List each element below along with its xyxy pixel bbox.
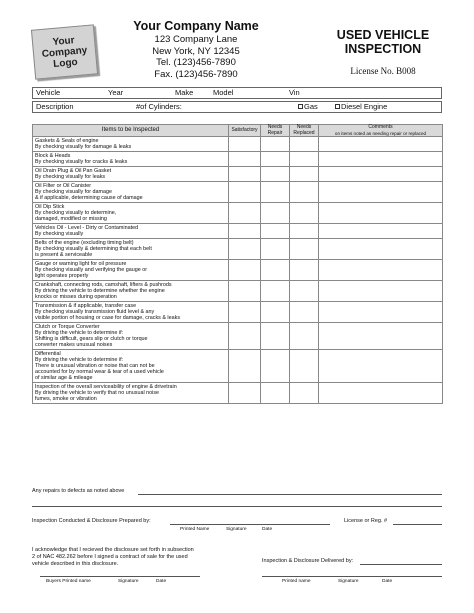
needs-repair-cell[interactable] [261, 167, 290, 182]
diesel-label: Diesel Engine [341, 102, 388, 111]
item-text: By driving the vehicle to determine whether the engine [35, 288, 165, 294]
comments-title: Comments [368, 124, 393, 130]
company-tel: Tel. (123)456-7890 [156, 57, 236, 68]
year-field[interactable]: Year [108, 88, 124, 97]
table-row [33, 239, 443, 260]
table-row [33, 152, 443, 167]
needs-repair-cell[interactable] [261, 323, 290, 350]
inspection-item [33, 302, 229, 323]
satisfactory-cell[interactable] [229, 167, 261, 182]
needs-repair-cell[interactable] [261, 302, 290, 323]
buyers-printed-name-caption: Buyers Printed name [46, 579, 91, 584]
printed-name2-caption: Printed name [282, 579, 311, 584]
needs-repair-cell[interactable] [261, 224, 290, 239]
item-text: By checking visually for cracks & leaks [35, 159, 128, 165]
item-text: By checking visually and verifying the gauge or [35, 267, 148, 273]
satisfactory-cell[interactable] [229, 281, 261, 302]
table-row [33, 350, 443, 383]
item-text: accounted for by normal wear & tear of a used vehicle [35, 369, 164, 375]
item-text: Oil Dip Stick [35, 204, 65, 210]
item-text: Block & Heads [35, 153, 71, 159]
gas-option[interactable] [298, 102, 318, 112]
item-text: There is unusual vibration or noise that can not be [35, 363, 155, 369]
document-title [318, 28, 448, 56]
vehicle-field[interactable]: Vehicle [36, 88, 61, 97]
company-logo [31, 24, 98, 79]
repairs-line[interactable] [138, 494, 442, 495]
item-text: Oil Filter or Oil Canister [35, 183, 92, 189]
needs-replaced-cell[interactable] [290, 203, 319, 224]
inspection-item [33, 203, 229, 224]
header-item: Items to be Inspected [33, 125, 229, 137]
needs-repair-cell[interactable] [261, 182, 290, 203]
item-text: knocks or misses during operation [35, 294, 117, 300]
logo-line: Logo [52, 56, 79, 70]
header-needs-replaced: Needs Replaced [290, 125, 319, 137]
delivered-date-caption: Date [382, 579, 393, 584]
item-text: Transmission & if applicable, transfer case [35, 303, 137, 309]
table-row [33, 302, 443, 323]
make-field[interactable]: Make [175, 88, 194, 97]
item-text: of similar age & mileage [35, 375, 93, 381]
item-text: By checking visually to determine, [35, 210, 117, 216]
satisfactory-cell[interactable] [229, 203, 261, 224]
buyer-signature-caption: Signature [118, 579, 139, 584]
date-caption: Date [262, 527, 273, 532]
printed-name-caption: Printed Name [180, 527, 210, 532]
license-reg-label: License or Reg. # [344, 518, 388, 524]
needs-repair-cell[interactable] [261, 152, 290, 167]
satisfactory-cell[interactable] [229, 239, 261, 260]
needs-replaced-cell[interactable] [290, 350, 319, 383]
needs-replaced-cell[interactable] [290, 260, 319, 281]
comments-cell[interactable] [319, 281, 443, 302]
diesel-option[interactable] [335, 102, 388, 112]
item-text: Gaskets & Seals of engine [35, 138, 99, 144]
item-text: Oil Drain Plug & Oil Pan Gasket [35, 168, 112, 174]
item-text: By checking visually [35, 231, 84, 237]
logo-line: Your [52, 34, 75, 48]
needs-replaced-cell[interactable] [290, 383, 319, 404]
item-text: Crankshaft, connecting rods, camshaft, lifters & pushrods [35, 282, 172, 288]
delivered-label: Inspection & Disclosure Delivered by: [262, 558, 354, 564]
conducted-signature-line[interactable] [170, 524, 330, 525]
header-satisfactory: Satisfactory [229, 125, 261, 137]
item-text: By checking visually for damage & leaks [35, 144, 132, 150]
satisfactory-cell[interactable] [229, 323, 261, 350]
inspection-item [33, 224, 229, 239]
item-text: light operates properly [35, 273, 89, 279]
needs-repair-cell[interactable] [261, 203, 290, 224]
item-text: damaged, modified or missing [35, 216, 107, 222]
table-row [33, 203, 443, 224]
delivered-signature-caption: Signature [338, 579, 359, 584]
inspection-item [33, 323, 229, 350]
inspection-item [33, 281, 229, 302]
comments-cell[interactable] [319, 167, 443, 182]
description-row [32, 101, 442, 113]
needs-replaced-cell[interactable] [290, 302, 319, 323]
comments-cell[interactable] [319, 302, 443, 323]
needs-repair-cell[interactable] [261, 239, 290, 260]
buyer-date-caption: Date [156, 579, 167, 584]
comments-subtitle: on items noted as needing repair or replaced [334, 130, 427, 136]
repairs-line-2[interactable] [32, 506, 442, 507]
table-header-row [33, 125, 443, 137]
satisfactory-cell[interactable] [229, 260, 261, 281]
repairs-label: Any repairs to defects as noted above [32, 488, 125, 494]
item-text: By checking visually for damage [35, 189, 113, 195]
inspection-item [33, 167, 229, 182]
item-text: By checking visually for leaks [35, 174, 106, 180]
company-fax: Fax. (123)456-7890 [154, 68, 238, 80]
satisfactory-cell[interactable] [229, 137, 261, 152]
comments-cell[interactable] [319, 383, 443, 404]
satisfactory-cell[interactable] [229, 302, 261, 323]
license-number: License No. B008 [350, 66, 416, 76]
item-text: Inspection of the overall serviceability of engine & drivetrain [35, 384, 177, 390]
item-text: Vehicles Oil - Level - Dirty or Contaminated [35, 225, 139, 231]
satisfactory-cell[interactable] [229, 383, 261, 404]
needs-replaced-cell[interactable] [290, 152, 319, 167]
table-row [33, 182, 443, 203]
description-field[interactable]: Description [36, 102, 74, 111]
model-field[interactable]: Model [213, 88, 234, 97]
inspection-item [33, 260, 229, 281]
needs-repair-cell[interactable] [261, 281, 290, 302]
gas-checkbox[interactable] [298, 104, 303, 109]
comments-cell[interactable] [319, 203, 443, 224]
table-row [33, 137, 443, 152]
needs-replaced-cell[interactable] [290, 239, 319, 260]
company-name: Your Company Name [133, 19, 259, 33]
needs-replaced-cell[interactable] [290, 182, 319, 203]
comments-cell[interactable] [319, 260, 443, 281]
title-line2: INSPECTION [344, 42, 422, 56]
needs-replaced-cell[interactable] [290, 137, 319, 152]
needs-replaced-cell[interactable] [290, 167, 319, 182]
inspection-item [33, 239, 229, 260]
license-reg-line[interactable] [393, 524, 442, 525]
item-text: is present & serviceable [35, 252, 93, 258]
needs-repair-cell[interactable] [261, 137, 290, 152]
comments-cell[interactable] [319, 350, 443, 383]
inspection-item [33, 383, 229, 404]
signature-caption: Signature [226, 527, 247, 532]
item-text: visible portion of housing or case for damage, cracks & leaks [35, 315, 181, 321]
item-text: Shifting is difficult, gears slip or clutch or torque [35, 336, 148, 342]
comments-cell[interactable] [319, 224, 443, 239]
gas-label: Gas [304, 102, 318, 111]
diesel-checkbox[interactable] [335, 104, 340, 109]
table-row [33, 281, 443, 302]
table-row [33, 260, 443, 281]
comments-cell[interactable] [319, 239, 443, 260]
conducted-label: Inspection Conducted & Disclosure Prepared by: [32, 518, 151, 524]
satisfactory-cell[interactable] [229, 182, 261, 203]
table-row [33, 167, 443, 182]
comments-cell[interactable] [319, 137, 443, 152]
acknowledge-line: I acknowledge that I recieved the disclosure set forth in subsection [32, 547, 194, 553]
satisfactory-cell[interactable] [229, 350, 261, 383]
satisfactory-cell[interactable] [229, 152, 261, 167]
company-address2: New York, NY 12345 [152, 45, 240, 57]
delivered-signature-line[interactable] [262, 576, 442, 577]
vin-field[interactable]: Vin [289, 88, 300, 97]
needs-replaced-cell[interactable] [290, 224, 319, 239]
header-needs-repair: Needs Repair [261, 125, 290, 137]
acknowledge-line: 2 of NAC 482.262 before I signed a contract of sale for the used [32, 554, 188, 560]
needs-repair-cell[interactable] [261, 260, 290, 281]
inspection-item [33, 350, 229, 383]
item-text: By driving the vehicle to determine if: [35, 330, 124, 336]
satisfactory-cell[interactable] [229, 224, 261, 239]
item-text: Gauge or warning light for oil pressure [35, 261, 127, 267]
needs-replaced-cell[interactable] [290, 323, 319, 350]
comments-cell[interactable] [319, 152, 443, 167]
company-info [111, 19, 281, 80]
table-row [33, 323, 443, 350]
vehicle-info-row [32, 87, 442, 99]
item-text: Differential [35, 351, 61, 357]
inspection-item [33, 137, 229, 152]
comments-cell[interactable] [319, 182, 443, 203]
logo-line: Company [41, 44, 88, 60]
item-text: fumes, smoke or vibration [35, 396, 97, 402]
inspection-item [33, 182, 229, 203]
needs-replaced-cell[interactable] [290, 281, 319, 302]
company-address1: 123 Company Lane [154, 34, 238, 45]
item-text: Belts of the engine (excluding timing belt) [35, 240, 134, 246]
needs-repair-cell[interactable] [261, 383, 290, 404]
buyer-signature-line[interactable] [40, 576, 200, 577]
table-row [33, 224, 443, 239]
comments-cell[interactable] [319, 323, 443, 350]
item-text: & if applicable, determining cause of damage [35, 195, 143, 201]
header-comments [319, 125, 443, 137]
needs-repair-cell[interactable] [261, 350, 290, 383]
acknowledge-line: vehicle described in this disclosure. [32, 561, 119, 567]
table-row [33, 383, 443, 404]
inspection-item [33, 152, 229, 167]
item-text: Clutch or Torque Converter [35, 324, 100, 330]
item-text: By checking visually transmission fluid level & any [35, 309, 155, 315]
item-text: By checking visually & determining that each belt [35, 246, 152, 252]
delivered-line[interactable] [360, 564, 442, 565]
item-text: By driving the vehicle to determine if: [35, 357, 124, 363]
inspection-table [32, 124, 443, 404]
title-line1: USED VEHICLE [336, 28, 430, 42]
cylinders-field[interactable]: #of Cylinders: [136, 102, 182, 111]
item-text: converter makes unusual noises [35, 342, 113, 348]
item-text: By driving the vehicle to verify that no unusual noise [35, 390, 160, 396]
